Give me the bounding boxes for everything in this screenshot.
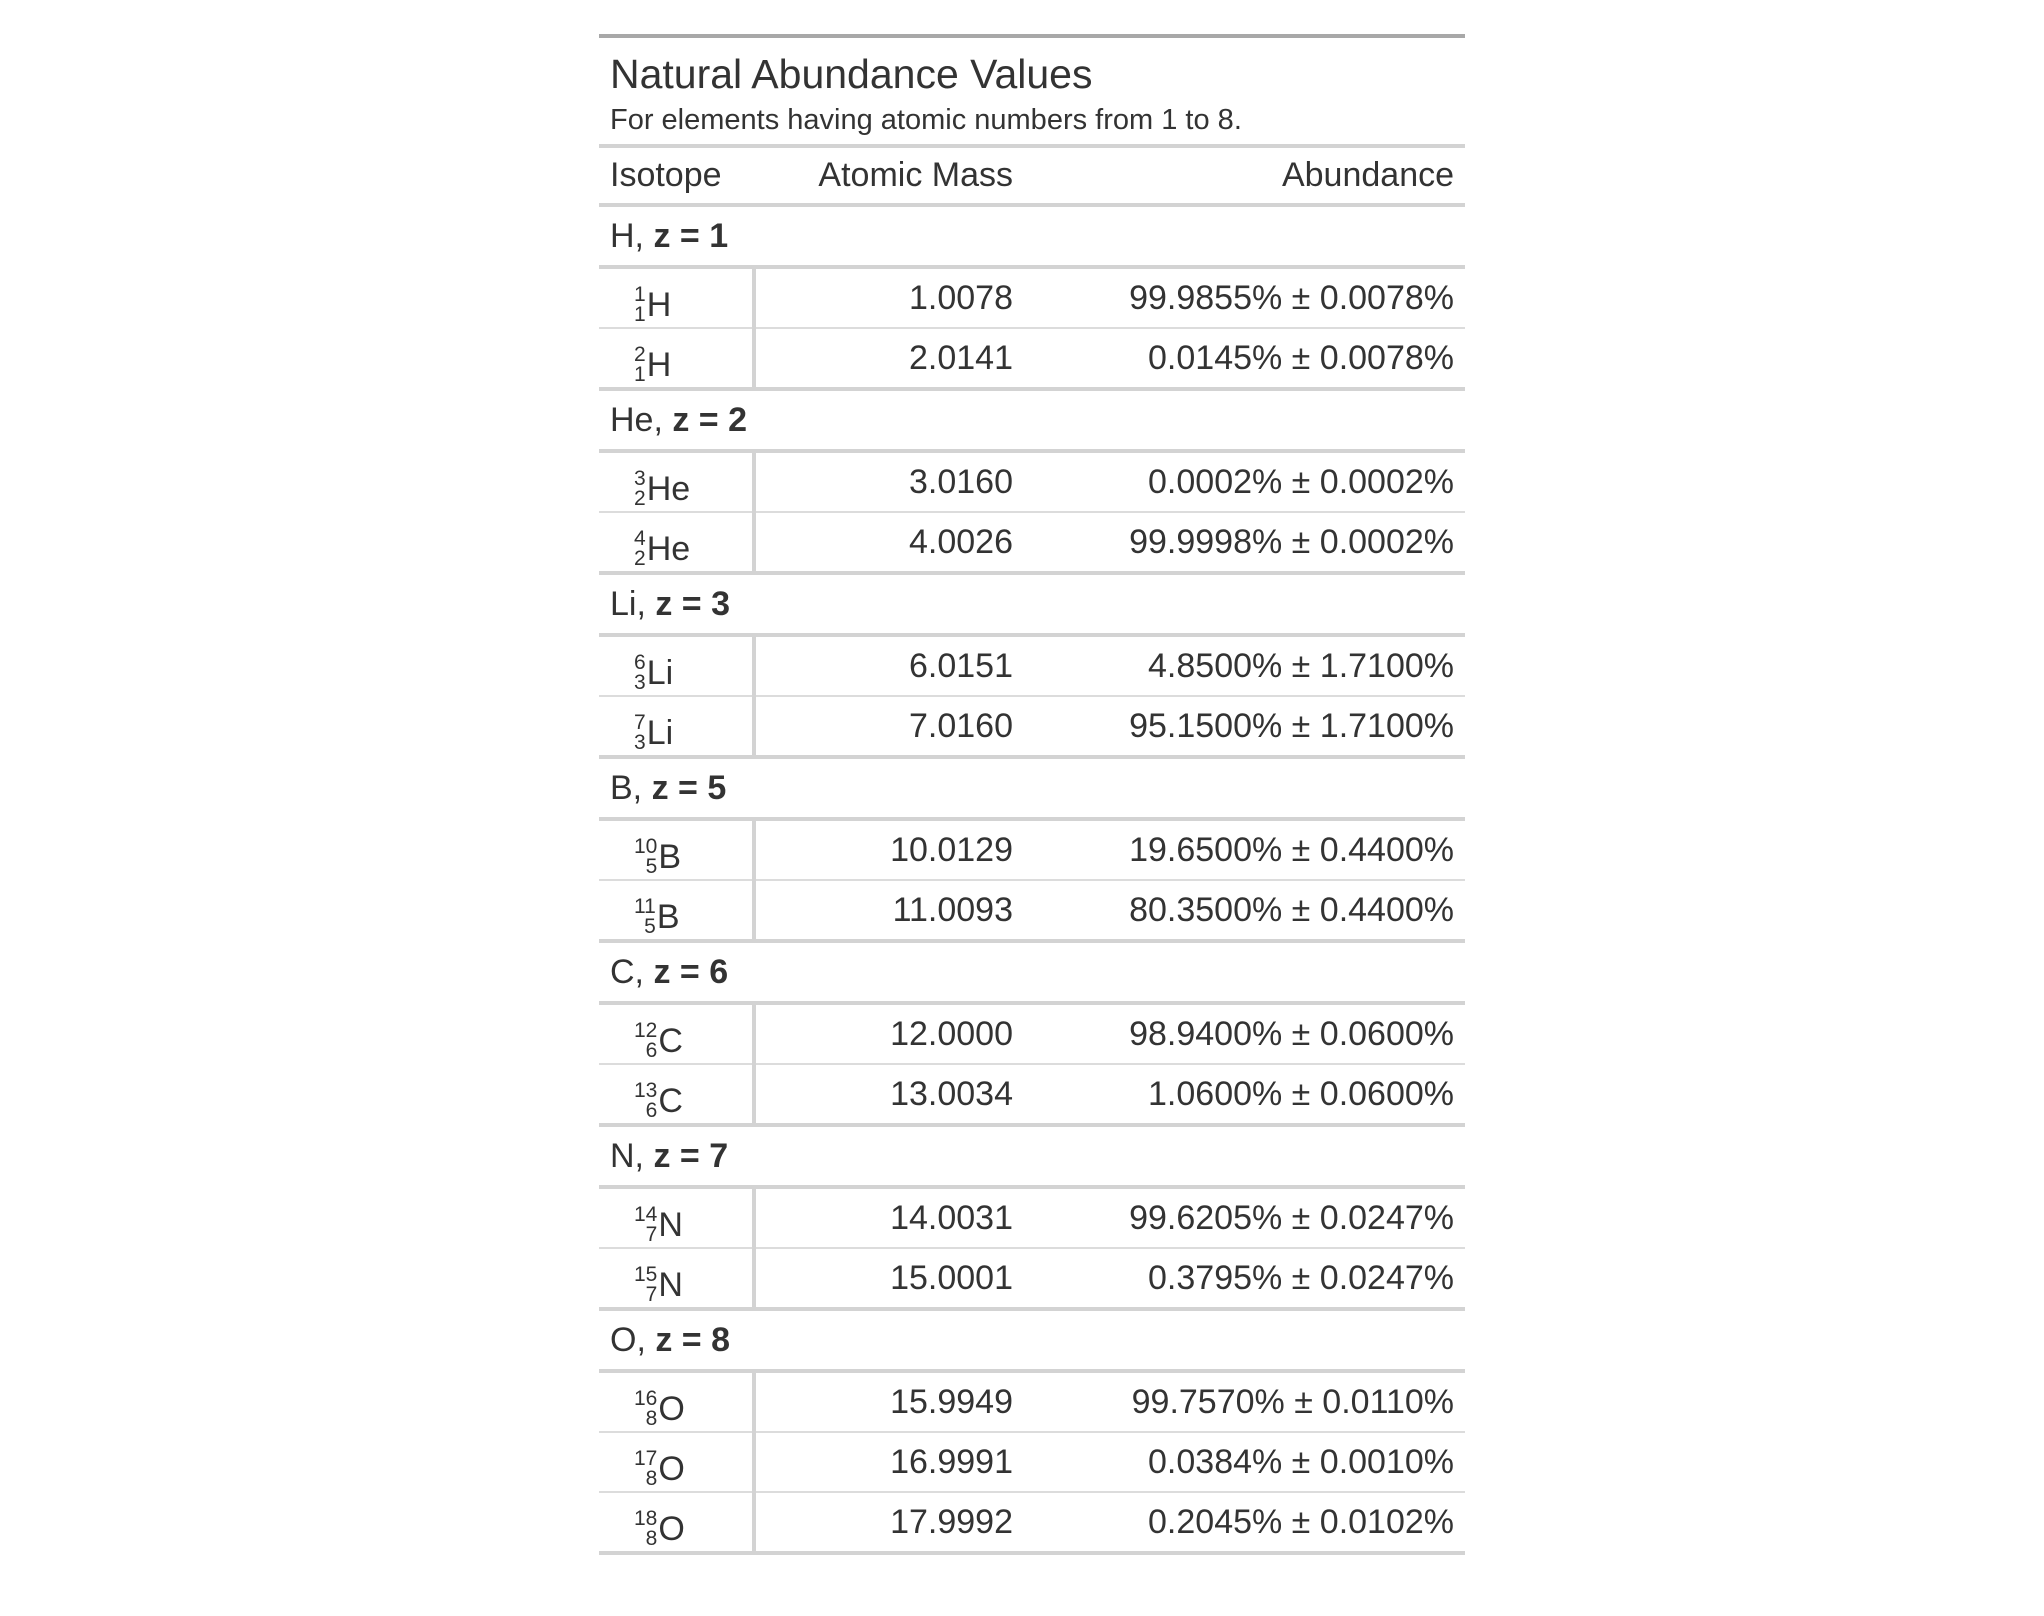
element-symbol: C bbox=[658, 1021, 683, 1060]
mass-number: 7 bbox=[634, 711, 646, 734]
atomic-mass-cell: 15.9949 bbox=[754, 1371, 1024, 1432]
abundance-cell: 19.6500% ± 0.4400% bbox=[1024, 819, 1465, 880]
column-header-isotope: Isotope bbox=[599, 146, 754, 205]
row-group-header bbox=[599, 205, 1465, 267]
mass-number: 17 bbox=[634, 1447, 658, 1470]
abundance-cell: 99.7570% ± 0.0110% bbox=[1024, 1371, 1465, 1432]
table-heading bbox=[599, 36, 1465, 146]
element-symbol: C bbox=[658, 1081, 683, 1120]
isotope-cell bbox=[599, 1432, 754, 1492]
mass-number: 11 bbox=[634, 895, 656, 918]
group-element: He, bbox=[610, 400, 673, 439]
element-symbol: N bbox=[658, 1205, 683, 1244]
subtitle-prefix: For elements having atomic numbers from bbox=[610, 104, 1162, 136]
mass-number: 1 bbox=[634, 283, 646, 306]
mass-number: 15 bbox=[634, 1263, 658, 1286]
isotope-cell bbox=[599, 696, 754, 757]
row-group-label bbox=[599, 1125, 1465, 1187]
atomic-number: 6 bbox=[645, 1099, 658, 1122]
table-row bbox=[599, 1064, 1465, 1125]
abundance-cell: 98.9400% ± 0.0600% bbox=[1024, 1003, 1465, 1064]
isotope-cell bbox=[599, 819, 754, 880]
subtitle-mid: to bbox=[1177, 104, 1218, 136]
mass-number: 2 bbox=[634, 343, 646, 366]
group-z-label: z = 5 bbox=[651, 768, 727, 807]
isotope-cell bbox=[599, 1248, 754, 1309]
atomic-mass-cell: 3.0160 bbox=[754, 451, 1024, 512]
row-group-header bbox=[599, 1125, 1465, 1187]
group-element: N, bbox=[610, 1136, 654, 1175]
group-z-label: z = 1 bbox=[653, 216, 729, 255]
mass-number: 16 bbox=[634, 1387, 658, 1410]
nuclide-scripts bbox=[634, 1449, 657, 1489]
atomic-number: 8 bbox=[645, 1527, 658, 1550]
row-group-header bbox=[599, 757, 1465, 819]
element-symbol: N bbox=[658, 1265, 683, 1304]
mass-number: 14 bbox=[634, 1203, 658, 1226]
abundance-cell: 0.0002% ± 0.0002% bbox=[1024, 451, 1465, 512]
nuclide-scripts bbox=[634, 837, 657, 877]
isotope-cell bbox=[599, 267, 754, 328]
table-row bbox=[599, 1492, 1465, 1553]
mass-number: 3 bbox=[634, 467, 646, 490]
element-symbol: O bbox=[658, 1509, 685, 1548]
nuclide-notation bbox=[634, 897, 680, 937]
row-group-label bbox=[599, 941, 1465, 1003]
isotope-cell bbox=[599, 635, 754, 696]
group-z-label: z = 2 bbox=[672, 400, 748, 439]
abundance-cell: 0.0384% ± 0.0010% bbox=[1024, 1432, 1465, 1492]
row-group-label bbox=[599, 1309, 1465, 1371]
element-symbol: Li bbox=[646, 653, 674, 692]
abundance-cell: 4.8500% ± 1.7100% bbox=[1024, 635, 1465, 696]
isotope-cell bbox=[599, 1187, 754, 1248]
row-group-header bbox=[599, 573, 1465, 635]
nuclide-notation bbox=[634, 285, 671, 325]
atomic-mass-cell: 1.0078 bbox=[754, 267, 1024, 328]
abundance-table-container bbox=[599, 34, 1465, 1555]
row-group-label bbox=[599, 205, 1465, 267]
row-group-label bbox=[599, 757, 1465, 819]
atomic-number: 5 bbox=[645, 855, 658, 878]
atomic-mass-cell: 16.9991 bbox=[754, 1432, 1024, 1492]
nuclide-notation bbox=[634, 653, 673, 693]
row-group-label bbox=[599, 389, 1465, 451]
subtitle-to: 8 bbox=[1217, 104, 1234, 136]
nuclide-scripts bbox=[634, 285, 646, 325]
abundance-cell: 0.3795% ± 0.0247% bbox=[1024, 1248, 1465, 1309]
nuclide-scripts bbox=[634, 1389, 657, 1429]
nuclide-notation bbox=[634, 1081, 683, 1121]
abundance-cell: 99.6205% ± 0.0247% bbox=[1024, 1187, 1465, 1248]
isotope-cell bbox=[599, 1064, 754, 1125]
element-symbol: Li bbox=[646, 713, 674, 752]
group-element: B, bbox=[610, 768, 652, 807]
mass-number: 6 bbox=[634, 651, 646, 674]
nuclide-scripts bbox=[634, 897, 656, 937]
table-row bbox=[599, 696, 1465, 757]
atomic-mass-cell: 4.0026 bbox=[754, 512, 1024, 573]
nuclide-notation bbox=[634, 837, 681, 877]
abundance-cell: 99.9998% ± 0.0002% bbox=[1024, 512, 1465, 573]
table-row bbox=[599, 1248, 1465, 1309]
table-row bbox=[599, 880, 1465, 941]
isotope-cell bbox=[599, 328, 754, 389]
row-group-label bbox=[599, 573, 1465, 635]
atomic-mass-cell: 14.0031 bbox=[754, 1187, 1024, 1248]
isotope-cell bbox=[599, 1492, 754, 1553]
group-z-label: z = 3 bbox=[655, 584, 731, 623]
nuclide-scripts bbox=[634, 1265, 657, 1305]
nuclide-notation bbox=[634, 1265, 683, 1305]
row-group-header bbox=[599, 389, 1465, 451]
nuclide-notation bbox=[634, 529, 690, 569]
abundance-cell: 0.2045% ± 0.0102% bbox=[1024, 1492, 1465, 1553]
abundance-cell: 80.3500% ± 0.4400% bbox=[1024, 880, 1465, 941]
atomic-number: 8 bbox=[645, 1467, 658, 1490]
atomic-number: 8 bbox=[645, 1407, 658, 1430]
nuclide-notation bbox=[634, 1205, 683, 1245]
abundance-cell: 95.1500% ± 1.7100% bbox=[1024, 696, 1465, 757]
element-symbol: H bbox=[646, 285, 672, 324]
atomic-mass-cell: 7.0160 bbox=[754, 696, 1024, 757]
table-row bbox=[599, 819, 1465, 880]
mass-number: 10 bbox=[634, 835, 658, 858]
isotope-cell bbox=[599, 880, 754, 941]
table-subtitle bbox=[610, 100, 1454, 144]
mass-number: 12 bbox=[634, 1019, 658, 1042]
mass-number: 13 bbox=[634, 1079, 658, 1102]
atomic-mass-cell: 12.0000 bbox=[754, 1003, 1024, 1064]
nuclide-scripts bbox=[634, 345, 646, 385]
atomic-mass-cell: 6.0151 bbox=[754, 635, 1024, 696]
atomic-number: 1 bbox=[634, 303, 646, 326]
atomic-number: 7 bbox=[645, 1283, 658, 1306]
table-row bbox=[599, 451, 1465, 512]
table-body bbox=[599, 205, 1465, 1553]
atomic-number: 2 bbox=[634, 487, 646, 510]
table-row bbox=[599, 1003, 1465, 1064]
atomic-mass-cell: 10.0129 bbox=[754, 819, 1024, 880]
table-row bbox=[599, 635, 1465, 696]
group-z-label: z = 7 bbox=[653, 1136, 729, 1175]
column-header-abundance: Abundance bbox=[1024, 146, 1465, 205]
atomic-number: 1 bbox=[634, 363, 646, 386]
nuclide-notation bbox=[634, 1449, 685, 1489]
table-row bbox=[599, 328, 1465, 389]
atomic-number: 3 bbox=[634, 731, 646, 754]
atomic-number: 3 bbox=[634, 671, 646, 694]
table-title: Natural Abundance Values bbox=[610, 51, 1093, 97]
row-group-header bbox=[599, 941, 1465, 1003]
nuclide-scripts bbox=[634, 529, 646, 569]
nuclide-notation bbox=[634, 1509, 685, 1549]
mass-number: 18 bbox=[634, 1507, 658, 1530]
atomic-mass-cell: 15.0001 bbox=[754, 1248, 1024, 1309]
nuclide-scripts bbox=[634, 653, 646, 693]
table-row bbox=[599, 1187, 1465, 1248]
atomic-number: 5 bbox=[644, 915, 656, 938]
abundance-cell: 99.9855% ± 0.0078% bbox=[1024, 267, 1465, 328]
nuclide-notation bbox=[634, 1389, 685, 1429]
mass-number: 4 bbox=[634, 527, 646, 550]
atomic-number: 7 bbox=[645, 1223, 658, 1246]
table-row bbox=[599, 1432, 1465, 1492]
element-symbol: He bbox=[646, 529, 691, 568]
table-heading-row bbox=[599, 36, 1465, 146]
nuclide-scripts bbox=[634, 1081, 657, 1121]
table-row bbox=[599, 267, 1465, 328]
element-symbol: He bbox=[646, 469, 691, 508]
isotope-cell bbox=[599, 451, 754, 512]
row-group-header bbox=[599, 1309, 1465, 1371]
subtitle-from: 1 bbox=[1161, 104, 1178, 136]
element-symbol: B bbox=[658, 837, 682, 876]
nuclide-scripts bbox=[634, 1205, 657, 1245]
nuclide-notation bbox=[634, 713, 673, 753]
element-symbol: B bbox=[656, 897, 680, 936]
nuclide-scripts bbox=[634, 1509, 657, 1549]
abundance-cell: 0.0145% ± 0.0078% bbox=[1024, 328, 1465, 389]
subtitle-suffix: . bbox=[1233, 104, 1242, 136]
abundance-table bbox=[599, 34, 1465, 1555]
group-element: Li, bbox=[610, 584, 656, 623]
abundance-cell: 1.0600% ± 0.0600% bbox=[1024, 1064, 1465, 1125]
element-symbol: O bbox=[658, 1449, 685, 1488]
group-element: C, bbox=[610, 952, 654, 991]
nuclide-scripts bbox=[634, 713, 646, 753]
atomic-mass-cell: 13.0034 bbox=[754, 1064, 1024, 1125]
nuclide-notation bbox=[634, 1021, 683, 1061]
atomic-mass-cell: 2.0141 bbox=[754, 328, 1024, 389]
group-z-label: z = 6 bbox=[653, 952, 729, 991]
nuclide-scripts bbox=[634, 469, 646, 509]
atomic-mass-cell: 11.0093 bbox=[754, 880, 1024, 941]
group-element: H, bbox=[610, 216, 654, 255]
group-element: O, bbox=[610, 1320, 656, 1359]
element-symbol: H bbox=[646, 345, 672, 384]
table-row bbox=[599, 512, 1465, 573]
nuclide-notation bbox=[634, 469, 690, 509]
atomic-number: 6 bbox=[645, 1039, 658, 1062]
column-header-atomic-mass: Atomic Mass bbox=[754, 146, 1024, 205]
element-symbol: O bbox=[658, 1389, 685, 1428]
nuclide-notation bbox=[634, 345, 671, 385]
group-z-label: z = 8 bbox=[655, 1320, 731, 1359]
atomic-mass-cell: 17.9992 bbox=[754, 1492, 1024, 1553]
isotope-cell bbox=[599, 1003, 754, 1064]
column-header-row bbox=[599, 146, 1465, 205]
atomic-number: 2 bbox=[634, 547, 646, 570]
nuclide-scripts bbox=[634, 1021, 657, 1061]
isotope-cell bbox=[599, 512, 754, 573]
isotope-cell bbox=[599, 1371, 754, 1432]
table-row bbox=[599, 1371, 1465, 1432]
